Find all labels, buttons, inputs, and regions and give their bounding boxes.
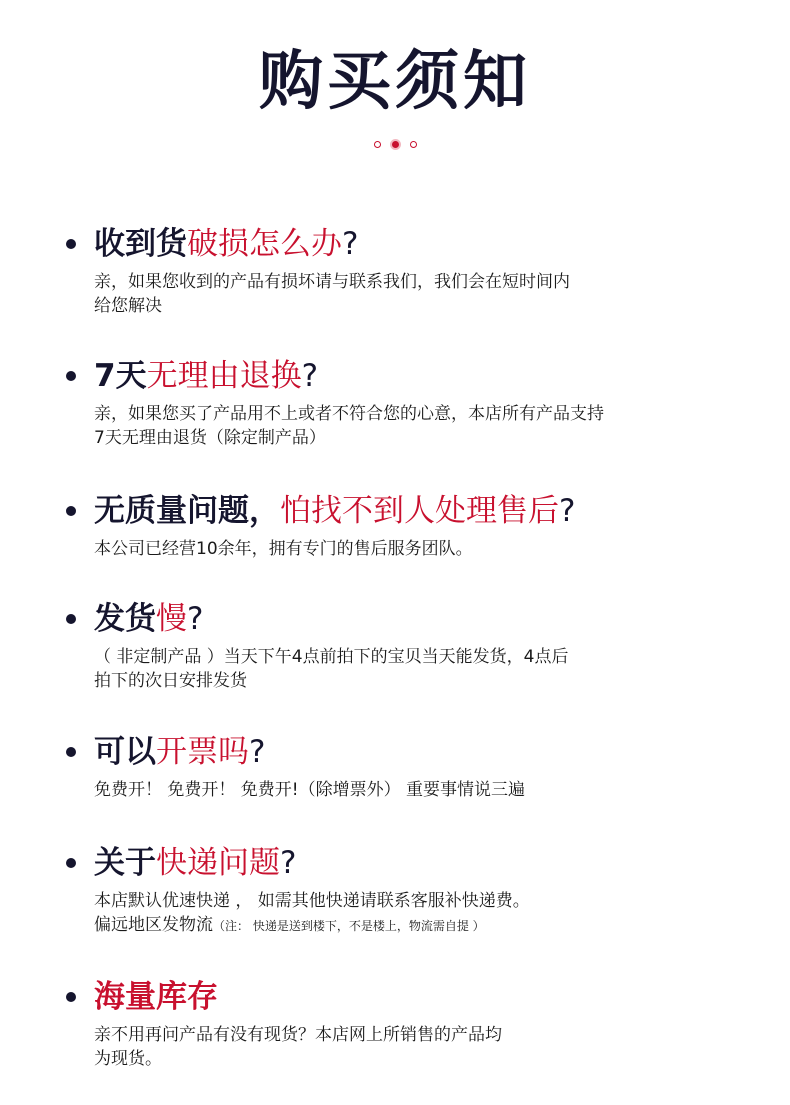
body-line: 亲不用再问产品有没有现货？本店网上所销售的产品均 xyxy=(94,1025,502,1045)
section-heading xyxy=(66,224,746,264)
section-damaged-goods xyxy=(66,224,746,318)
section-heading xyxy=(66,977,746,1017)
heading-dark-part: 关于 xyxy=(94,845,156,881)
section-heading xyxy=(66,843,746,883)
page-title: 购买须知 xyxy=(259,45,531,119)
section-stock xyxy=(66,977,746,1071)
heading-dark-part: 发货 xyxy=(94,601,156,637)
section-heading xyxy=(66,599,746,639)
decorative-dots xyxy=(0,139,790,150)
heading-dark-part: 收到货 xyxy=(94,226,187,262)
bullet-icon xyxy=(66,239,76,249)
heading-red-part: 海量库存 xyxy=(94,979,218,1015)
heading-red-part: 无理由退换 xyxy=(146,358,302,394)
section-heading xyxy=(66,491,746,531)
section-body xyxy=(66,402,746,450)
dot-active-icon xyxy=(390,139,401,150)
heading-question-mark: ? xyxy=(301,358,319,394)
body-line: 免费开！ 免费开！ 免费开!（除增票外） 重要事情说三遍 xyxy=(94,780,526,800)
bullet-icon xyxy=(66,506,76,516)
body-line-main: 偏远地区发物流 xyxy=(94,915,213,935)
section-after-sales xyxy=(66,491,746,561)
heading-red-part: 怕找不到人处理售后 xyxy=(280,493,559,529)
heading-question-mark: ? xyxy=(342,226,359,262)
heading-question-mark: ? xyxy=(187,601,204,637)
section-heading xyxy=(66,732,746,772)
body-line: 给您解决 xyxy=(94,296,162,316)
body-line: 7天无理由退货（除定制产品） xyxy=(94,428,326,448)
section-body xyxy=(66,645,746,693)
body-line: （ 非定制产品 ）当天下午4点前拍下的宝贝当天能发货，4点后 xyxy=(94,647,569,667)
bullet-icon xyxy=(66,858,76,868)
heading-dark-part: 7天 xyxy=(94,358,147,394)
section-body xyxy=(66,537,746,561)
bullet-icon xyxy=(66,992,76,1002)
dot-icon xyxy=(410,141,417,148)
section-body xyxy=(66,889,746,938)
heading-question-mark: ? xyxy=(249,734,266,770)
bullet-icon xyxy=(66,371,76,381)
body-line: 本店默认优速快递 ， 如需其他快递请联系客服补快递费。 xyxy=(94,891,530,911)
dot-icon xyxy=(374,141,381,148)
section-body xyxy=(66,1023,746,1071)
heading-red-part: 开票吗 xyxy=(156,734,249,770)
section-shipping-speed xyxy=(66,599,746,693)
heading-dark-part: 无质量问题， xyxy=(94,493,280,529)
section-body xyxy=(66,778,746,802)
heading-question-mark: ? xyxy=(280,845,297,881)
body-line: 本公司已经营10余年，拥有专门的售后服务团队。 xyxy=(94,539,473,559)
heading-red-part: 快递问题 xyxy=(156,845,280,881)
section-7day-return xyxy=(66,356,746,450)
section-courier xyxy=(66,843,746,938)
body-line: 亲，如果您买了产品用不上或者不符合您的心意，本店所有产品支持 xyxy=(94,404,604,424)
body-line-with-note xyxy=(94,913,746,938)
heading-dark-part: 可以 xyxy=(94,734,156,770)
body-line: 亲，如果您收到的产品有损坏请与联系我们，我们会在短时间内 xyxy=(94,272,570,292)
section-heading xyxy=(66,356,746,396)
section-body xyxy=(66,270,746,318)
bullet-icon xyxy=(66,747,76,757)
heading-question-mark: ? xyxy=(559,493,576,529)
heading-red-part: 破损怎么办 xyxy=(187,226,342,262)
body-line: 为现货。 xyxy=(94,1049,162,1069)
body-line-note: （注： 快递是送到楼下，不是楼上，物流需自提 ） xyxy=(213,919,485,933)
section-invoice xyxy=(66,732,746,802)
body-line: 拍下的次日安排发货 xyxy=(94,671,247,691)
heading-red-part: 慢 xyxy=(156,601,187,637)
bullet-icon xyxy=(66,614,76,624)
